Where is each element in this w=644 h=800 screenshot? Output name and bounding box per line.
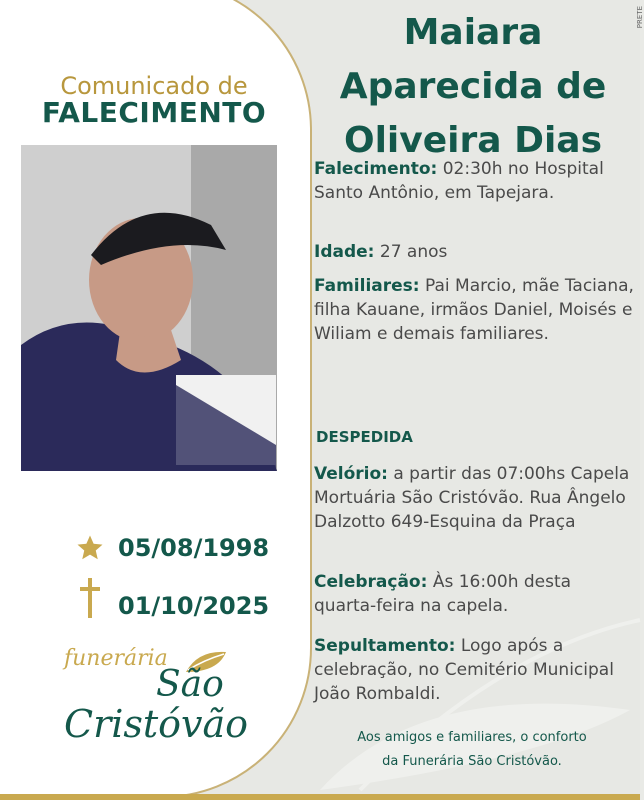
deceased-photo xyxy=(21,145,277,471)
comunicado-label: Comunicado de xyxy=(60,72,248,100)
deceased-name xyxy=(318,6,628,168)
footer-line-2: da Funerária São Cristóvão. xyxy=(382,754,562,769)
falecimento-text: 02:30h no Hospital Santo Antônio, em Tapejara. xyxy=(314,159,604,203)
name-line-3: Oliveira Dias xyxy=(343,120,603,161)
name-line-2: Aparecida de xyxy=(339,66,607,107)
logo-funeraria: funerária xyxy=(64,646,168,671)
name-line-1: Maiara xyxy=(403,12,543,53)
footer-line-1: Aos amigos e familiares, o conforto xyxy=(357,730,587,745)
watermark: PRETE xyxy=(636,6,644,29)
footer-message xyxy=(314,726,630,774)
idade-text: 27 anos xyxy=(374,242,448,262)
velorio-text: a partir das 07:00hs Capela Mortuária São Cristóvão. Rua Ângelo Dalzotto 649-Esquina da Praça xyxy=(314,464,630,532)
sepultamento-label: Sepultamento: xyxy=(314,636,456,656)
death-date-row xyxy=(74,576,269,620)
falecimento-title: FALECIMENTO xyxy=(41,96,267,129)
cross-icon xyxy=(74,582,106,614)
falecimento-label: Falecimento: xyxy=(314,159,438,179)
celebracao-info xyxy=(314,570,634,618)
familiares-text: Pai Marcio, mãe Taciana, filha Kauane, irmãos Daniel, Moisés e Wiliam e demais familiares. xyxy=(314,276,634,344)
idade-label: Idade: xyxy=(314,242,375,262)
bottom-strip xyxy=(0,794,640,800)
logo-cristovao: Cristóvão xyxy=(64,702,249,746)
celebracao-text: Às 16:00h desta quarta-feira na capela. xyxy=(314,572,572,616)
falecimento-info xyxy=(314,157,634,205)
familiares-info xyxy=(314,274,634,346)
sepultamento-info xyxy=(314,634,634,706)
despedida-title: DESPEDIDA xyxy=(316,428,413,446)
celebracao-label: Celebração: xyxy=(314,572,428,592)
birth-date: 05/08/1998 xyxy=(118,534,270,562)
birth-date-row xyxy=(74,532,269,564)
star-icon xyxy=(74,532,106,564)
idade-info xyxy=(314,240,634,264)
sepultamento-text: Logo após a celebração, no Cemitério Municipal João Rombaldi. xyxy=(314,636,614,704)
death-date: 01/10/2025 xyxy=(118,592,270,620)
velorio-label: Velório: xyxy=(314,464,388,484)
familiares-label: Familiares: xyxy=(314,276,420,296)
velorio-info xyxy=(314,462,634,534)
logo-sao: São xyxy=(156,664,224,705)
